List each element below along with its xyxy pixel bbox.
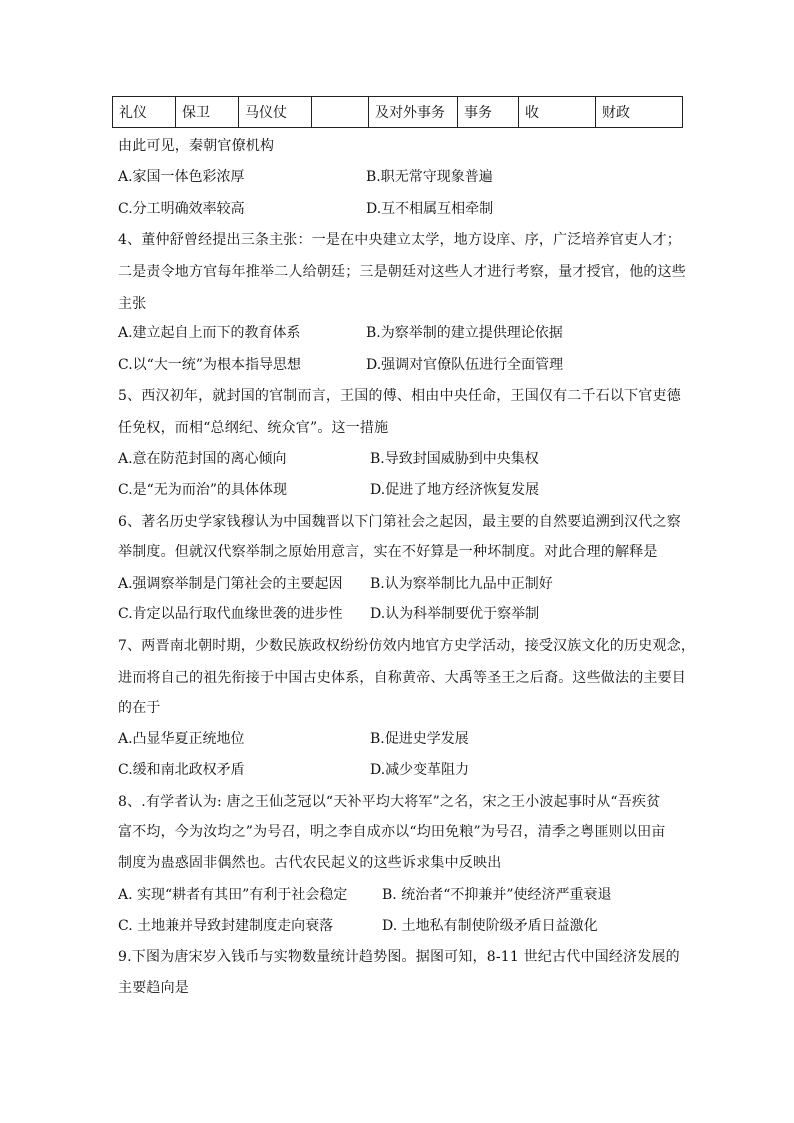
table-cell: 礼仪: [113, 97, 176, 128]
table-cell: 保卫: [176, 97, 239, 128]
q8-stem-line: 制度为蛊惑固非偶然也。古代农民起义的这些诉求集中反映出: [118, 855, 502, 871]
q7-option-d[interactable]: D.减少变革阻力: [370, 762, 470, 778]
q6-option-b[interactable]: B.认为察举制比九品中正制好: [370, 576, 553, 592]
q8-option-b[interactable]: B. 统治者“不抑兼并”使经济严重衰退: [382, 887, 612, 903]
q6-stem-line: 6、著名历史学家钱穆认为中国魏晋以下门第社会之起因，最主要的自然要追溯到汉代之察: [118, 514, 681, 530]
q6-stem-line: 举制度。但就汉代察举制之原始用意言，实在不好算是一种坏制度。对此合理的解释是: [118, 544, 658, 560]
q8-stem-line: 8、.有学者认为: 唐之王仙芝冠以“天补平均大将军”之名，宋之王小波起事时从“吾疾贫: [118, 794, 661, 810]
q8-option-d[interactable]: D. 土地私有制使阶级矛盾日益激化: [382, 918, 598, 934]
q5-stem-line: 任免权，而相“总纲纪、统众官”。这一措施: [118, 420, 389, 436]
q4-option-b[interactable]: B.为察举制的建立提供理论依据: [366, 325, 563, 341]
q8-stem-line: 富不均，今为汝均之”为号召，明之李自成亦以“均田免粮”为号召，清季之粤匪则以田亩: [118, 824, 666, 840]
q7-stem-line: 的在于: [118, 700, 161, 716]
q4-option-c[interactable]: C.以“大一统”为根本指导思想: [118, 357, 301, 373]
table-cell: 财政: [596, 97, 683, 128]
table-cell: 马仪仗: [239, 97, 312, 128]
q5-stem-line: 5、西汉初年，就封国的官制而言，王国的傅、相由中央任命，王国仅有二千石以下官吏德: [118, 388, 681, 404]
table-row: [113, 97, 683, 128]
q3-option-d[interactable]: D.互不相属互相牵制: [366, 201, 494, 217]
q6-option-c[interactable]: C.肯定以品行取代血缘世袭的进步性: [118, 606, 343, 622]
q3-option-c[interactable]: C.分工明确效率较高: [118, 201, 245, 217]
q7-stem-line: 进而将自己的祖先衔接于中国古史体系，自称黄帝、大禹等圣王之后裔。这些做法的主要目: [118, 670, 686, 686]
q8-option-c[interactable]: C. 土地兼并导致封建制度走向衰落: [118, 918, 334, 934]
q4-stem-line: 二是责令地方官每年推举二人给朝廷；三是朝廷对这些人才进行考察，量才授官，他的这些: [118, 264, 686, 280]
q6-option-d[interactable]: D.认为科举制要优于察举制: [370, 606, 540, 622]
q8-option-a[interactable]: A. 实现“耕者有其田”有利于社会稳定: [118, 887, 348, 903]
q7-option-b[interactable]: B.促进史学发展: [370, 731, 469, 747]
office-table: [112, 96, 683, 128]
table-cell: 事务: [458, 97, 519, 128]
q3-stem: 由此可见，秦朝官僚机构: [118, 138, 275, 154]
q7-option-a[interactable]: A.凸显华夏正统地位: [118, 731, 245, 747]
q5-option-c[interactable]: C.是“无为而治”的具体体现: [118, 482, 287, 498]
q9-stem-line: 9.下图为唐宋岁入钱币与实物数量统计趋势图。据图可知，8-11 世纪古代中国经济发展的: [118, 949, 680, 965]
q5-option-a[interactable]: A.意在防范封国的离心倾向: [118, 451, 287, 467]
q5-option-b[interactable]: B.导致封国威胁到中央集权: [370, 451, 539, 467]
q7-option-c[interactable]: C.缓和南北政权矛盾: [118, 762, 245, 778]
q3-option-b[interactable]: B.职无常守现象普遍: [366, 169, 493, 185]
q4-option-d[interactable]: D.强调对官僚队伍进行全面管理: [366, 357, 564, 373]
q6-option-a[interactable]: A.强调察举制是门第社会的主要起因: [118, 576, 343, 592]
q7-stem-line: 7、两晋南北朝时期，少数民族政权纷纷仿效内地官方史学活动，接受汉族文化的历史观念，: [118, 638, 696, 654]
q3-option-a[interactable]: A.家国一体色彩浓厚: [118, 169, 245, 185]
q4-stem-line: 主张: [118, 296, 147, 312]
table-cell: [312, 97, 369, 128]
table-cell: 及对外事务: [369, 97, 458, 128]
q5-option-d[interactable]: D.促进了地方经济恢复发展: [370, 482, 540, 498]
q4-stem-line: 4、董仲舒曾经提出三条主张：一是在中央建立太学，地方设庠、序，广泛培养官吏人才；: [118, 232, 681, 248]
q9-stem-line: 主要趋向是: [118, 980, 189, 996]
table-cell: 收: [519, 97, 596, 128]
q4-option-a[interactable]: A.建立起自上而下的教育体系: [118, 325, 301, 341]
